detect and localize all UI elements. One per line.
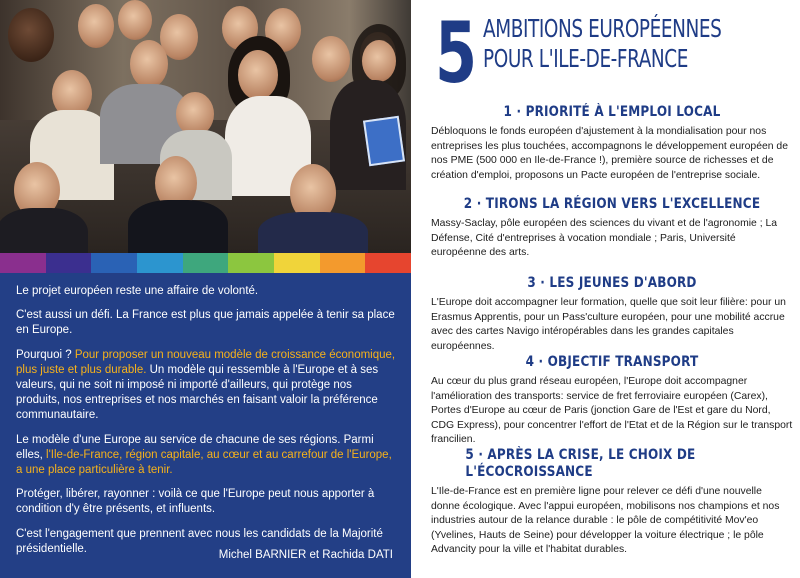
signature: Michel BARNIER et Rachida DATI (218, 549, 393, 561)
section-transport (431, 354, 793, 448)
paragraph-proteger: Protéger, libérer, rayonner : voilà ce que l'Europe peut nous apporter à condition d'y être présents, et influents. (16, 488, 375, 516)
headline-title (483, 14, 721, 74)
stripe-green (228, 253, 274, 273)
section-ecocroissance (431, 447, 793, 558)
section-excellence (431, 196, 793, 261)
section-title-line2: L'ÉCOCROISSANCE (465, 464, 593, 480)
stripe-orange (320, 253, 366, 273)
section-title: 2 · TIRONS LA RÉGION VERS L'EXCELLENCE (463, 196, 761, 212)
pourquoi-highlight: Pour proposer un nouveau modèle de croissance économique, plus juste et plus durable. (16, 348, 396, 376)
stripe-yellow (274, 253, 320, 273)
headline-line1: AMBITIONS EUROPÉENNES (483, 14, 722, 43)
section-title: 1 · PRIORITÉ À L'EMPLOI LOCAL (503, 104, 721, 120)
section-jeunes (431, 275, 793, 354)
section-title (431, 447, 742, 481)
headline-line2: POUR L'ILE-DE-FRANCE (483, 44, 688, 73)
person-face (238, 50, 278, 100)
stripe-purple (0, 253, 46, 273)
paragraph-defi: C'est aussi un défi. La France est plus que jamais appelée à tenir sa place en Europe. (16, 309, 395, 337)
person-face (78, 4, 114, 48)
person-body (128, 200, 228, 253)
regions-lead: Le modèle d'une Europe au service de chacune de ses régions. Parmi elles, (16, 433, 374, 461)
paragraph-volonte: Le projet européen reste une affaire de volonté. (16, 285, 259, 297)
stripe-indigo (46, 253, 92, 273)
section-title: 4 · OBJECTIF TRANSPORT (525, 354, 699, 370)
section-body: Massy-Saclay, pôle européen des sciences du vivant et de l'agronomie ; La Défense, Cité d'entreprises à vocation mondiale ; Paris, Université européenne des arts. (431, 218, 778, 259)
stripe-blue (91, 253, 137, 273)
rainbow-stripe (0, 253, 411, 273)
person-body (0, 208, 88, 253)
pourquoi-rest: Un modèle qui ressemble à l'Europe et à ses valeurs, qui ne soit ni imposé ni importé d'ailleurs, qui protège nos produits, nos entreprises et nos marchés en faisant valoir la préférence communautaire. (16, 363, 379, 422)
paragraph-pourquoi (16, 348, 396, 424)
section-body: Au cœur du plus grand réseau européen, l'Europe doit accompagner l'amélioration des transports: service de fret ferroviaire européen (Carex), Portes d'Europe au cœur de Paris (jonction Gare de l'Est et gare du Nord, CDG Express), pour concentrer l'effort de l'Etat et de la Région sur le transport francilien. (431, 376, 793, 446)
person-face (312, 36, 350, 82)
paragraph-regions (16, 433, 396, 479)
person-body (258, 212, 368, 253)
brochure-image (363, 116, 405, 167)
section-title: 3 · LES JEUNES D'ABORD (527, 275, 697, 291)
regions-highlight: l'Ile-de-France, région capitale, au cœur et au carrefour de l'Europe, a une place particulière à tenir. (16, 448, 392, 477)
stripe-teal (183, 253, 229, 273)
stripe-cyan (137, 253, 183, 273)
section-body: L'Ile-de-France est en première ligne pour relever ce défi d'une nouvelle donne écologique. Avec l'appui européen, mobilisons nos champions et nos industries autour de la relance durable : le pôle de compétitivité Mov'eo (Yvelines, Hauts de Seine) pour développer la voiture électrique ; le pôle Advancity pour la ville et l'habitat durables. (431, 486, 780, 556)
section-body: Débloquons le fonds européen d'ajustement à la mondialisation pour nos entreprises les plus touchées, accompagnons le développement européen de nos PME (500 000 en Ile-de-France !), première source de richesses et de création d'emploi, proposons un Pacte européen de l'entreprise sociale. (431, 126, 788, 181)
left-body-text (16, 284, 396, 566)
person-face (130, 40, 168, 88)
person-face (362, 40, 396, 82)
headline-number: 5 (435, 4, 478, 102)
person-face (8, 8, 54, 62)
pourquoi-lead: Pourquoi ? (16, 348, 75, 361)
section-emploi-local (431, 104, 793, 183)
right-panel (411, 0, 800, 578)
section-body: L'Europe doit accompagner leur formation, quelle que soit leur filière: pour un Erasmus Apprentis, pour un Pass'culture européen, pour une mobilité accrue avec des cartes Navigo intéropérables dans les grandes capitales européennes. (431, 297, 786, 352)
group-photo (0, 0, 411, 253)
person-face (118, 0, 152, 40)
paragraph-engagement: C'est l'engagement que prennent avec nous les candidats de la Majorité présidentielle. (16, 527, 383, 555)
section-title-line1: 5 · APRÈS LA CRISE, LE CHOIX DE (465, 447, 696, 463)
stripe-red (365, 253, 411, 273)
